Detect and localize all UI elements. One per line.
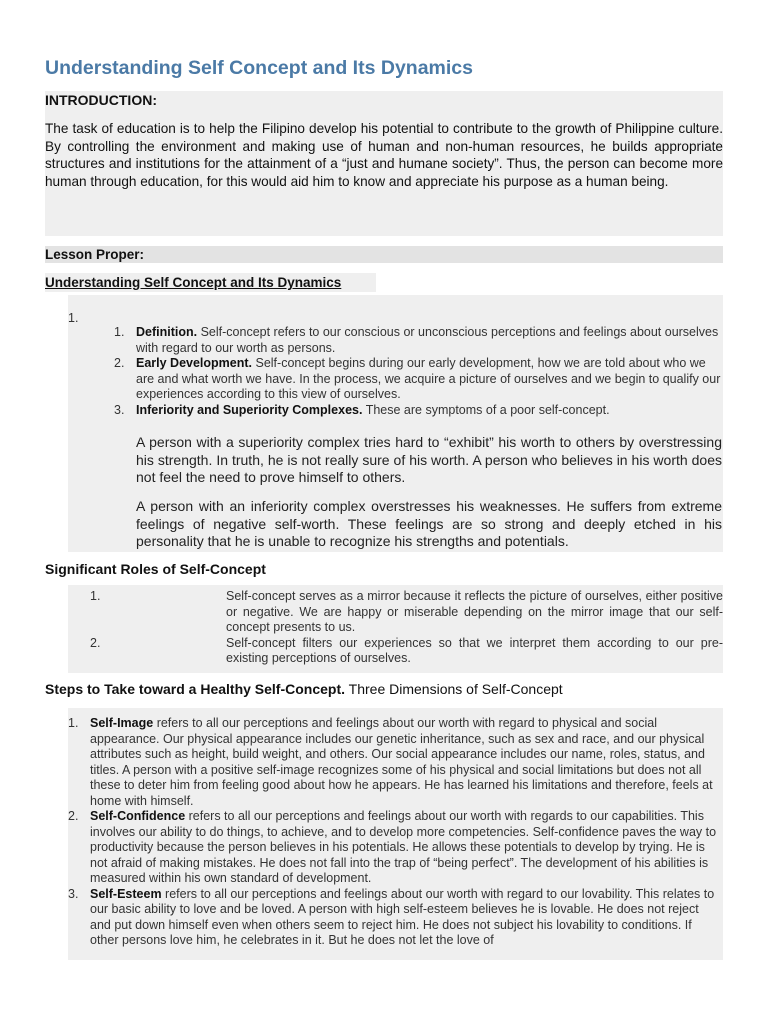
- list-term: Inferiority and Superiority Complexes.: [136, 402, 363, 417]
- list-item: [90, 589, 723, 636]
- introduction-text: The task of education is to help the Filipino develop his potential to contribute to the growth of Philippine culture. By controlling the environment and making use of human and non-human resources, he builds appropriate structures and institutions for the attainment of a “just and humane society”. Thus, the person can become more human through education, for this would aid him to know and appreciate his purpose as a human being.: [45, 121, 723, 189]
- steps-heading: [45, 681, 563, 697]
- lesson-list: [114, 325, 724, 418]
- list-item: [114, 325, 724, 356]
- steps-list: [68, 716, 722, 949]
- lesson-proper-heading: Lesson Proper:: [45, 246, 723, 263]
- list-term: Self-Esteem: [90, 886, 162, 901]
- list-item: [68, 809, 722, 887]
- list-item: [114, 356, 724, 403]
- list-number: 3.: [68, 886, 79, 901]
- list-term: Definition.: [136, 325, 198, 339]
- list-number: 2.: [90, 635, 101, 650]
- list-number: 2.: [114, 356, 125, 370]
- list-text: These are symptoms of a poor self-concept.: [362, 402, 610, 417]
- list-term: Early Development.: [136, 356, 253, 370]
- steps-heading-bold: Steps to Take toward a Healthy Self-Concept.: [45, 681, 346, 697]
- outer-list-number: 1.: [68, 311, 79, 325]
- introduction-section: [45, 91, 723, 236]
- list-text: refers to all our perceptions and feelings about our worth with regard to our lovability. This relates to our basic ability to love and be loved. A person with high self-esteem believes he is lovable. He does not reject and put down himself even when others seem to reject him. He does not subject his lovability to conditions. If other persons love him, he celebrates in it. But he does not let the love of: [90, 886, 715, 947]
- list-term: Self-Confidence: [90, 809, 186, 823]
- roles-list: [90, 589, 723, 667]
- list-item: [90, 636, 723, 667]
- page-title: Understanding Self Concept and Its Dynamics: [45, 57, 473, 79]
- list-number: 1.: [68, 716, 79, 730]
- list-text: Self-concept begins during our early development, how we are told about who we are and what worth we have. In the process, we acquire a picture of ourselves and we begin to qualify our experiences according to this view of ourselves.: [136, 356, 721, 401]
- list-term: Self-Image: [90, 716, 154, 730]
- inferiority-paragraph: A person with an inferiority complex overstresses his weaknesses. He suffers from extreme feelings of negative self-worth. These feelings are so strong and deeply etched in his personality that he is unable to recognize his strengths and potentials.: [136, 498, 722, 550]
- list-number: 2.: [68, 809, 79, 823]
- list-item: [68, 886, 722, 949]
- list-text: refers to all our perceptions and feelings about our worth with regard to physical and social appearance. Our physical appearance includes our genetic inheritance, such as sex and race, and our physical attributes such as height, build weight, and others. Our social appearance includes our name, roles, status, and titles. A person with a positive self-image recognizes some of his physical and social limitations but does not all these to deter him from feeling good about how he appears. He has learned his limitations and therefore, feels at home with himself.: [90, 716, 713, 808]
- roles-heading: Significant Roles of Self-Concept: [45, 561, 266, 577]
- list-item: [68, 716, 722, 809]
- list-number: 1.: [90, 589, 101, 603]
- list-number: 3.: [114, 402, 125, 417]
- list-text: Self-concept filters our experiences so that we interpret them according to our pre-existing perceptions of ourselves.: [226, 635, 723, 665]
- list-text: refers to all our perceptions and feelings about our worth with regards to our capabilities. This involves our ability to do things, to achieve, and to develop more competencies. Self-confidence paves the way to productivity because the person believes in his potentials. He allows these potentials to develop by trying. He is not afraid of making mistakes. He does not fall into the trap of “being perfect”. The development of his abilities is measured within his own standard of development.: [90, 809, 717, 885]
- lesson-subheading: Understanding Self Concept and Its Dynamics: [45, 273, 376, 292]
- superiority-paragraph: A person with a superiority complex tries hard to “exhibit” his worth to others by overstressing his strength. In truth, he is not really sure of his worth. A person who believes in his worth does not feel the need to prove himself to others.: [136, 434, 722, 486]
- list-text: Self-concept serves as a mirror because it reflects the picture of ourselves, either positive or negative. We are happy or miserable depending on the mirror image that our self-concept presents to us.: [226, 589, 723, 634]
- introduction-heading: INTRODUCTION:: [45, 92, 157, 108]
- list-number: 1.: [114, 325, 125, 339]
- list-item: [114, 402, 724, 419]
- list-text: Self-concept refers to our conscious or unconscious perceptions and feelings about ourselves with regard to our worth as persons.: [136, 325, 719, 355]
- steps-heading-rest: Three Dimensions of Self-Concept: [345, 681, 563, 697]
